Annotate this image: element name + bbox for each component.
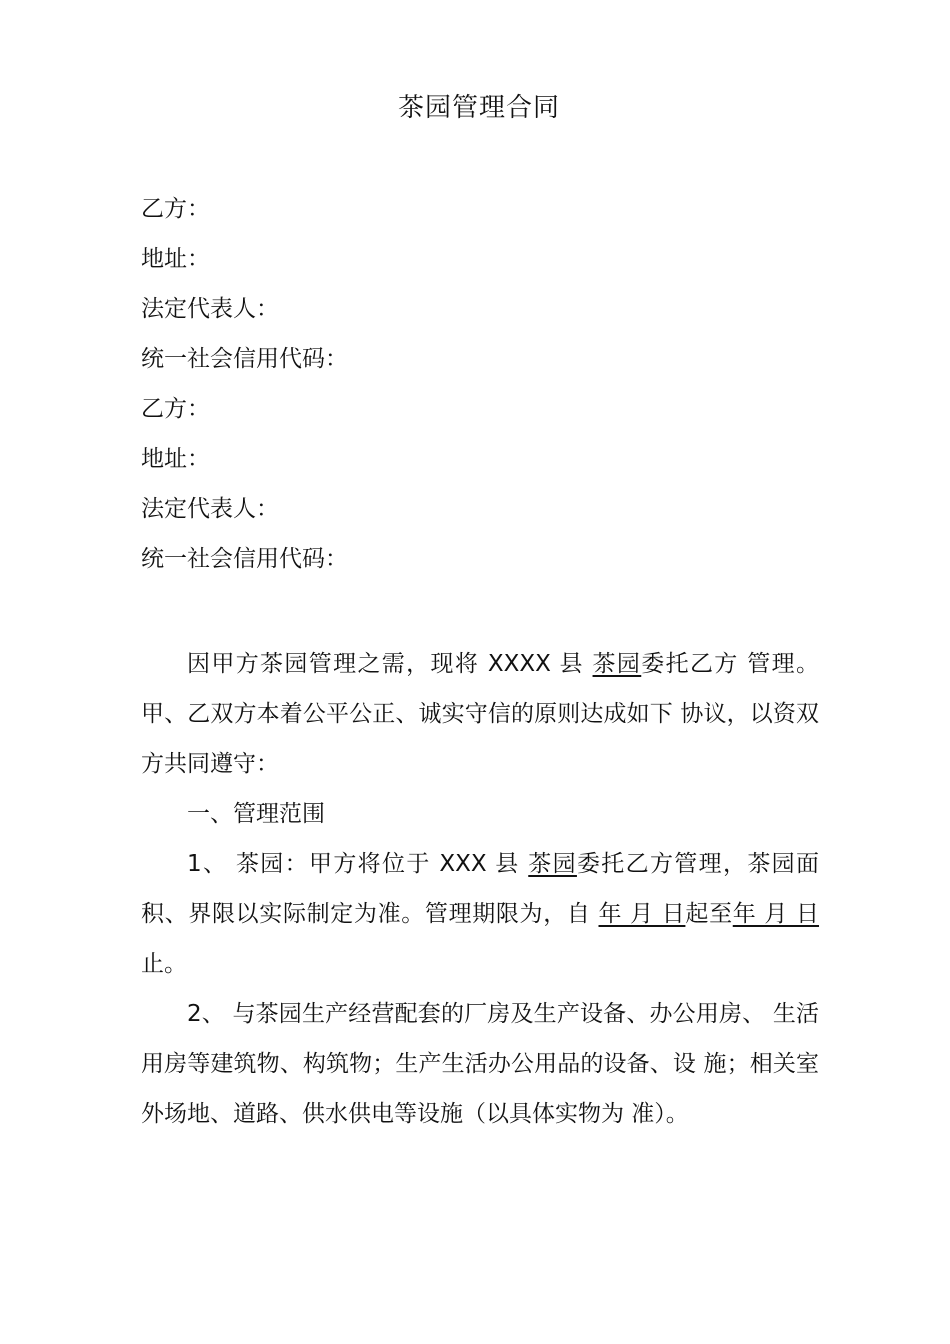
section-1-item-2: 2、 与茶园生产经营配套的厂房及生产设备、办公用房、 生活用房等建筑物、构筑物；生产生活办公用品的设备、设 施；相关室外场地、道路、供水供电等设施（以具体实物为 准）。 [141,1001,819,1127]
intro-text-2: 委托乙方 管理。甲、乙双方本着公平公正、诚实守信的原则达成如下 协议，以资双方共同遵守： [141,651,820,777]
party-b-representative-label-2: 法定代表人： [141,496,279,522]
party-b-address-label: 地址： [141,246,210,272]
item-1-end-date-blank: 年 月 日 [732,901,820,927]
section-1-heading: 一、管理范围 [187,801,325,827]
section-1-item-1 [141,839,819,989]
party-b-name-label: 乙方： [141,196,210,222]
intro-underlined-tea-garden: 茶园 [592,651,642,677]
contract-body [141,639,819,1139]
item-1-start-date-blank: 年 月 日 [598,901,686,927]
intro-text-1: 因甲方茶园管理之需，现将 XXXX 县 [187,651,593,677]
document-title: 茶园管理合同 [397,93,560,123]
intro-paragraph [141,639,819,789]
item-1-text-3: 起至 [685,901,733,927]
party-b-address-label-2: 地址： [141,446,210,472]
party-info-list [141,191,348,591]
party-b-name-label-2: 乙方： [141,396,210,422]
item-1-text-1: 1、 茶园：甲方将位于 XXX 县 [187,851,529,877]
party-b-credit-code-label: 统一社会信用代码： [141,346,348,372]
item-1-underlined-tea-garden: 茶园 [528,851,577,877]
item-1-text-4: 止。 [141,951,187,977]
party-b-credit-code-label-2: 统一社会信用代码： [141,546,348,572]
party-b-representative-label: 法定代表人： [141,296,279,322]
item-1-text-2: 委托乙方管理，茶园面积、界限以实际制定为准。管理期限为，自 [141,851,819,927]
